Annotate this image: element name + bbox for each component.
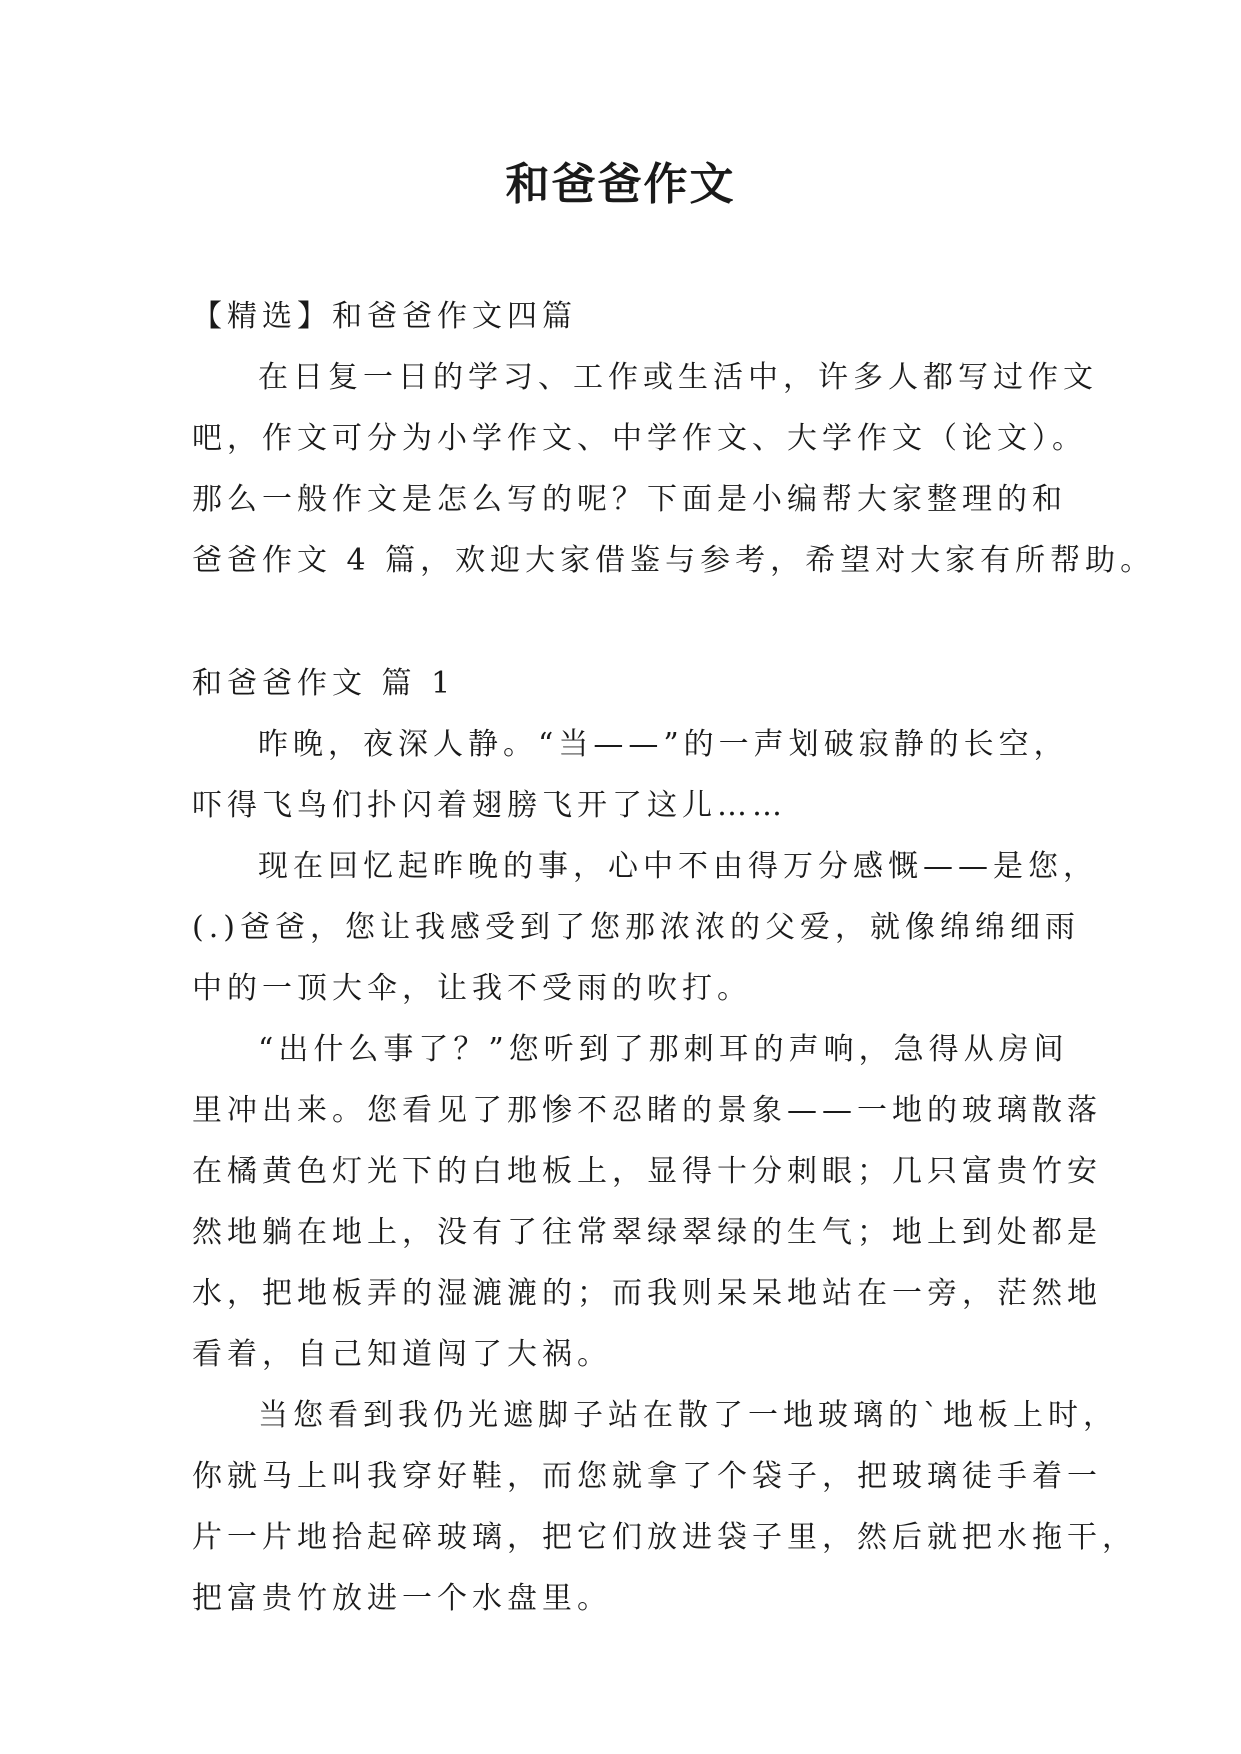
paragraph-1 — [192, 714, 1069, 836]
paragraph-line: 里冲出来。您看见了那惨不忍睹的景象——一地的玻璃散落 — [192, 1093, 1102, 1128]
paragraph-line: (.)爸爸，您让我感受到了您那浓浓的父爱，就像绵绵细雨 — [192, 910, 1080, 945]
paragraph-line: 现在回忆起昨晚的事，心中不由得万分感慨——是您， — [258, 849, 1098, 884]
section-heading: 和爸爸作文 篇 1 — [192, 666, 456, 701]
intro-line: 爸爸作文 4 篇，欢迎大家借鉴与参考，希望对大家有所帮助。 — [192, 543, 1156, 578]
intro-line: 在日复一日的学习、工作或生活中，许多人都写过作文 — [258, 360, 1098, 395]
paragraph-line: 在橘黄色灯光下的白地板上，显得十分刺眼；几只富贵竹安 — [192, 1154, 1102, 1189]
paragraph-4 — [192, 1385, 1137, 1629]
document-body — [192, 286, 1156, 1629]
paragraph-line: 你就马上叫我穿好鞋，而您就拿了个袋子，把玻璃徒手着一 — [192, 1459, 1102, 1494]
paragraph-3 — [192, 1019, 1102, 1385]
intro-heading: 【精选】和爸爸作文四篇 — [192, 299, 577, 334]
paragraph-line: 把富贵竹放进一个水盘里。 — [192, 1581, 612, 1616]
intro-line: 吧，作文可分为小学作文、中学作文、大学作文（论文）。 — [192, 421, 1087, 456]
paragraph-line: “出什么事了？”您听到了那刺耳的声响，急得从房间 — [258, 1032, 1069, 1067]
paragraph-line: 吓得飞鸟们扑闪着翅膀飞开了这儿…… — [192, 788, 787, 823]
paragraph-line: 当您看到我仍光遮脚子站在散了一地玻璃的`地板上时， — [258, 1398, 1118, 1433]
section-gap — [192, 591, 1052, 653]
paragraph-line: 然地躺在地上，没有了往常翠绿翠绿的生气；地上到处都是 — [192, 1215, 1102, 1250]
paragraph-line: 中的一顶大伞，让我不受雨的吹打。 — [192, 971, 752, 1006]
paragraph-line: 水，把地板弄的湿漉漉的；而我则呆呆地站在一旁，茫然地 — [192, 1276, 1102, 1311]
intro-paragraph — [192, 347, 1156, 591]
paragraph-line: 片一片地拾起碎玻璃，把它们放进袋子里，然后就把水拖干， — [192, 1520, 1137, 1555]
intro-line: 那么一般作文是怎么写的呢？下面是小编帮大家整理的和 — [192, 482, 1067, 517]
paragraph-line: 看着，自己知道闯了大祸。 — [192, 1337, 612, 1372]
paragraph-line: 昨晚，夜深人静。“当——”的一声划破寂静的长空， — [258, 727, 1069, 762]
document-title: 和爸爸作文 — [505, 159, 736, 210]
paragraph-2 — [192, 836, 1098, 1019]
